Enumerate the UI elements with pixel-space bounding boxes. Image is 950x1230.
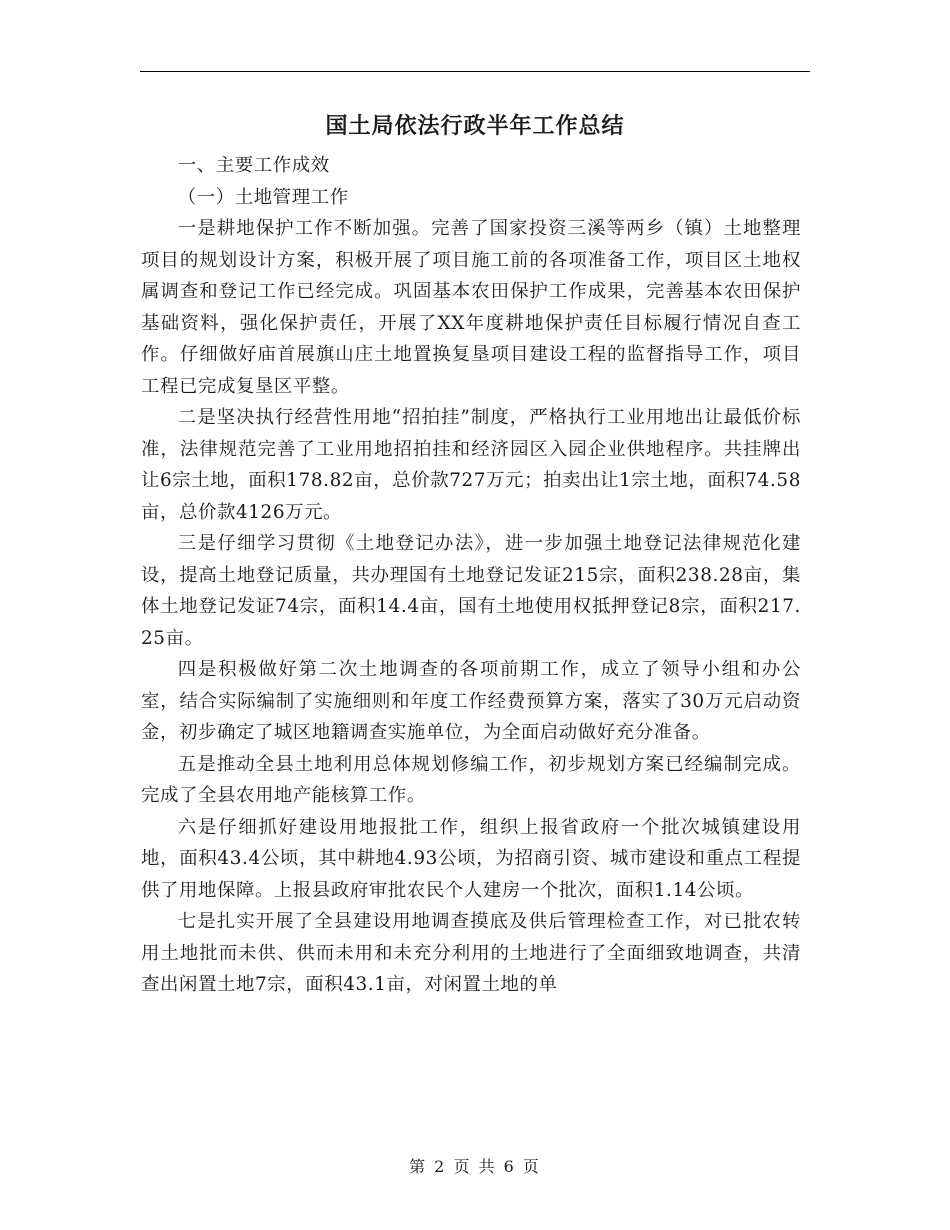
paragraph: 二是坚决执行经营性用地“招拍挂”制度，严格执行工业用地出让最低价标准，法律规范完善了工业用地招拍挂和经济园区入园企业供地程序。共挂牌出让6宗土地，面积178.82亩，总价款727万元；拍卖出让1宗土地，面积74.58亩，总价款4126万元。 [141, 407, 801, 523]
document-title: 国土局依法行政半年工作总结 [325, 113, 625, 139]
paragraph: 七是扎实开展了全县建设用地调查摸底及供后管理检查工作，对已批农转用土地批而未供、供而未用和未充分利用的土地进行了全面细致地调查，共清查出闲置土地7宗，面积43.1亩，对闲置土地的单 [141, 911, 801, 995]
page-number: 第 2 页 共 6 页 [409, 1157, 541, 1176]
paragraph: 三是仔细学习贯彻《土地登记办法》，进一步加强土地登记法律规范化建设，提高土地登记质量，共办理国有土地登记发证215宗，面积238.28亩，集体土地登记发证74宗，面积14.4亩，国有土地使用权抵押登记8宗，面积217.25亩。 [141, 533, 801, 649]
paragraph: 一是耕地保护工作不断加强。完善了国家投资三溪等两乡（镇）土地整理项目的规划设计方案，积极开展了项目施工前的各项准备工作，项目区土地权属调查和登记工作已经完成。巩固基本农田保护工作成果，完善基本农田保护基础资料，强化保护责任，开展了XX年度耕地保护责任目标履行情况自查工作。仔细做好庙首展旗山庄土地置换复垦项目建设工程的监督指导工作，项目工程已完成复垦区平整。 [141, 218, 801, 397]
paragraph: 五是推动全县土地利用总体规划修编工作，初步规划方案已经编制完成。完成了全县农用地产能核算工作。 [141, 753, 801, 806]
header-rule [140, 71, 810, 72]
subsection-heading: （一）土地管理工作 [177, 186, 349, 208]
document-body [141, 150, 801, 1001]
paragraph: 六是仔细抓好建设用地报批工作，组织上报省政府一个批次城镇建设用地，面积43.4公顷，其中耕地4.93公顷，为招商引资、城市建设和重点工程提供了用地保障。上报县政府审批农民个人建房一个批次，面积1.14公顷。 [141, 816, 801, 901]
paragraph: 四是积极做好第二次土地调查的各项前期工作，成立了领导小组和办公室，结合实际编制了实施细则和年度工作经费预算方案，落实了30万元启动资金，初步确定了城区地籍调查实施单位，为全面启动做好充分准备。 [141, 659, 801, 743]
section-heading: 一、主要工作成效 [177, 155, 330, 176]
